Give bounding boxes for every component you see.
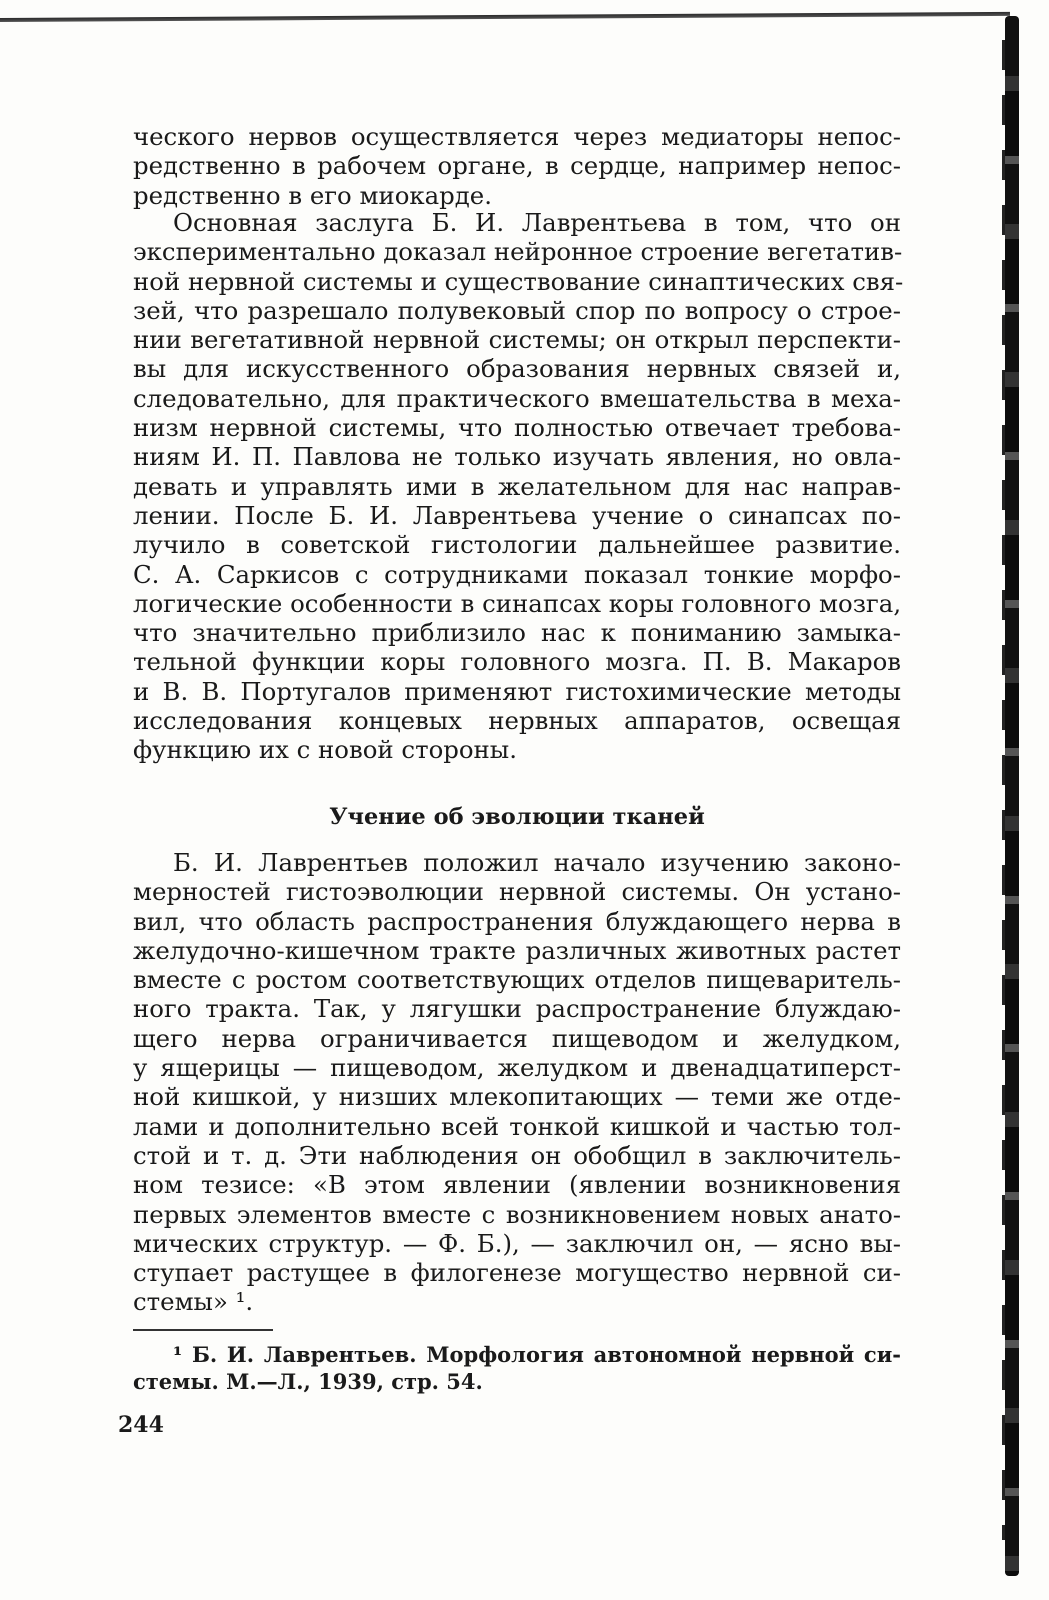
text-line: низм нервной системы, что полностью отвечает требова- [133,413,901,443]
text-line: желудочно-кишечном тракте различных животных растет [133,935,901,965]
text-line: ниям И. П. Павлова не только изучать явления, но овла- [133,442,901,472]
text-line: ческого нервов осуществляется через медиаторы непос- [133,122,901,151]
text-line: функцию их с новой стороны. [133,735,517,765]
text-line: щего нерва ограничивается пищеводом и желудком, [133,1023,901,1053]
text-line: редственно в рабочем органе, в сердце, например непос- [133,151,901,181]
footnote-rule [133,1329,273,1331]
text-line: ной кишкой, у низших млекопитающих — теми же отде- [133,1082,901,1112]
page-spine-shadow [1005,16,1019,1576]
paragraph-1 [133,122,901,210]
text-line: мических структур. — Ф. Б.), — заключил он, — ясно вы- [133,1228,901,1258]
text-line: и В. В. Португалов применяют гистохимические методы [133,676,901,706]
text-line: вил, что область распространения блуждающего нерва в [133,906,901,936]
text-line: тельной функции коры головного мозга. П. В. Макаров [133,647,901,677]
text-line: ступает растущее в филогенезе могущество нервной си- [133,1258,901,1288]
section-heading: Учение об эволюции тканей [329,804,705,830]
footnote [133,1341,901,1395]
text-line: исследования концевых нервных аппаратов, освещая [133,706,901,736]
top-edge-rule [0,12,1010,22]
text-line: вместе с ростом соответствующих отделов пищеваритель- [133,965,901,995]
text-line: у ящерицы — пищеводом, желудком и двенадцатиперст- [133,1053,901,1083]
text-line: экспериментально доказал нейронное строение вегетатив- [133,237,903,267]
page-number: 244 [118,1412,164,1438]
paragraph-3 [133,848,901,1317]
text-line: стемы» ¹. [133,1287,254,1317]
text-line: стой и т. д. Эти наблюдения он обобщил в заключитель- [133,1140,901,1170]
text-line: ном тезисе: «В этом явлении (явлении возникновения [133,1170,901,1200]
text-line: следовательно, для практического вмешательства в меха- [133,383,901,413]
text-line: ной нервной системы и существование синаптических свя- [133,266,904,296]
text-line: ¹ Б. И. Лаврентьев. Морфология автономной нервной си- [173,1342,901,1367]
text-line: С. А. Саркисов с сотрудниками показал тонкие морфо- [133,559,901,589]
text-line: стемы. М.—Л., 1939, стр. 54. [133,1369,483,1394]
text-line: Основная заслуга Б. И. Лаврентьева в том, что он [173,208,901,237]
text-line: зей, что разрешало полувековый спор по вопросу о строе- [133,295,901,325]
text-line: логические особенности в синапсах коры головного мозга, [133,588,902,618]
text-line: лучило в советской гистологии дальнейшее развитие. [133,530,901,560]
text-line: нии вегетативной нервной системы; он открыл перспекти- [133,325,901,355]
text-line: лами и дополнительно всей тонкой кишкой и частью тол- [133,1111,901,1141]
text-line: ного тракта. Так, у лягушки распространение блуждаю- [133,994,901,1024]
text-line: лении. После Б. И. Лаврентьева учение о синапсах по- [133,500,901,530]
text-line: девать и управлять ими в желательном для нас направ- [133,471,901,501]
text-line: Б. И. Лаврентьев положил начало изучению законо- [173,848,901,877]
text-line: редственно в его миокарде. [133,180,492,210]
text-line: мерностей гистоэволюции нервной системы. Он устано- [133,877,901,907]
text-line: что значительно приблизило нас к пониманию замыка- [133,618,901,648]
text-line: вы для искусственного образования нервных связей и, [133,354,901,384]
text-line: первых элементов вместе с возникновением новых анато- [133,1199,901,1229]
paragraph-2 [133,208,904,765]
page-spine-edge [1002,40,1005,1540]
